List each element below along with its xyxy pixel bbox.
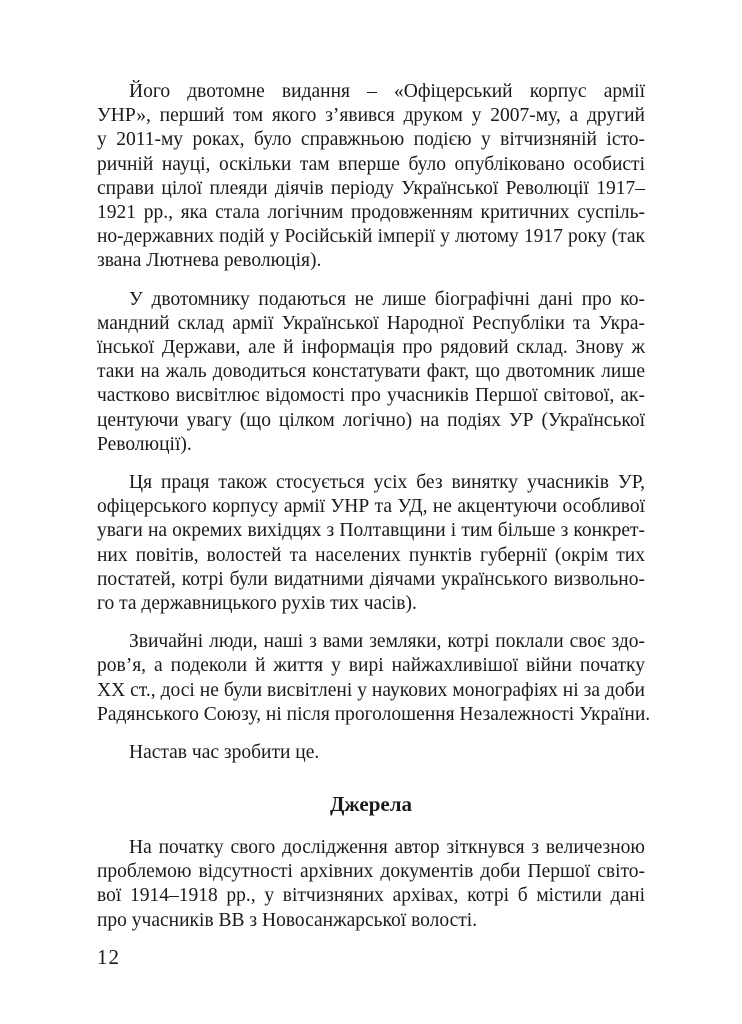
section-heading: Джерела (329, 792, 412, 816)
text-line: їнської Держави, але й інформація про рядовий склад. Знову ж (97, 337, 645, 359)
text-line: проблемою відсутності архівних документів доби Першої світо- (97, 861, 645, 883)
text-line: Його двотомне видання – «Офіцерський корпус армії (129, 81, 645, 102)
text-line: таки на жаль доводиться констатувати факт, що двотомник лише (97, 361, 645, 383)
sources-section (97, 836, 645, 947)
paragraph-4 (97, 630, 651, 727)
text-line: Ця праця також стосується усіх без винятку учасників УР, (129, 472, 645, 494)
text-line: ричній науці, оскільки там вперше було опубліковано особисті (97, 153, 645, 175)
paragraph-2 (97, 288, 645, 457)
text-line: Радянського Союзу, ні після проголошення Незалежності України. (97, 703, 651, 725)
text-line: УНР», перший том якого з’явився друком у 2007-му, а другий (97, 105, 645, 127)
text-line: ров’я, а подеколи й життя у вирі найжахливішої війни початку (97, 655, 645, 677)
text-line: уваги на окремих вихідцях з Полтавщини і тим більше з конкрет- (97, 520, 645, 542)
paragraph-1 (97, 80, 645, 274)
text-line: Революції). (97, 433, 192, 455)
text-line: XX ст., досі не були висвітлені у наукових монографіях ні за доби (97, 679, 645, 701)
text-line: вої 1914–1918 рр., у вітчизняних архівах, котрі б містили дані (97, 885, 645, 907)
text-line: справи цілої плеяди діячів періоду Української Революції 1917– (97, 177, 645, 199)
text-line: мандний склад армії Української Народної Республіки та Укра- (97, 312, 645, 334)
text-line: На початку свого дослідження автор зіткнувся з величезною (129, 837, 645, 858)
text-line: у 2011-му роках, було справжньою подією у вітчизняній істо- (97, 129, 645, 151)
text-line: офіцерського корпусу армії УНР та УД, не акцентуючи особливої (97, 496, 645, 518)
text-line: про учасників ВВ з Новосанжарської волості. (97, 909, 478, 931)
page-number: 12 (97, 945, 120, 969)
main-text (97, 80, 651, 779)
paragraph-3 (97, 471, 645, 616)
text-line: го та державницького рухів тих часів). (97, 593, 417, 615)
text-line: Звичайні люди, наші з вами земляки, котрі поклали своє здо- (129, 631, 645, 653)
text-line: частково висвітлює відомості про учасників Першої світової, ак- (97, 385, 645, 407)
sources-paragraph (97, 836, 645, 933)
text-line: постатей, котрі були видатними діячами українського визвольно- (97, 568, 645, 590)
text-line: 1921 рр., яка стала логічним продовженням критичних суспіль- (97, 202, 645, 224)
text-line: звана Лютнева революція). (97, 250, 322, 272)
text-line: них повітів, волостей та населених пунктів губернії (окрім тих (97, 544, 645, 566)
text-line: центуючи увагу (що цілком логічно) на подіях УР (Української (97, 409, 645, 431)
text-line: Настав час зробити це. (129, 742, 320, 764)
text-line: У двотомнику подаються не лише біографічні дані про ко- (129, 288, 645, 310)
text-line: но-державних подій у Російській імперії у лютому 1917 року (так (97, 226, 645, 248)
paragraph-5 (97, 741, 645, 765)
